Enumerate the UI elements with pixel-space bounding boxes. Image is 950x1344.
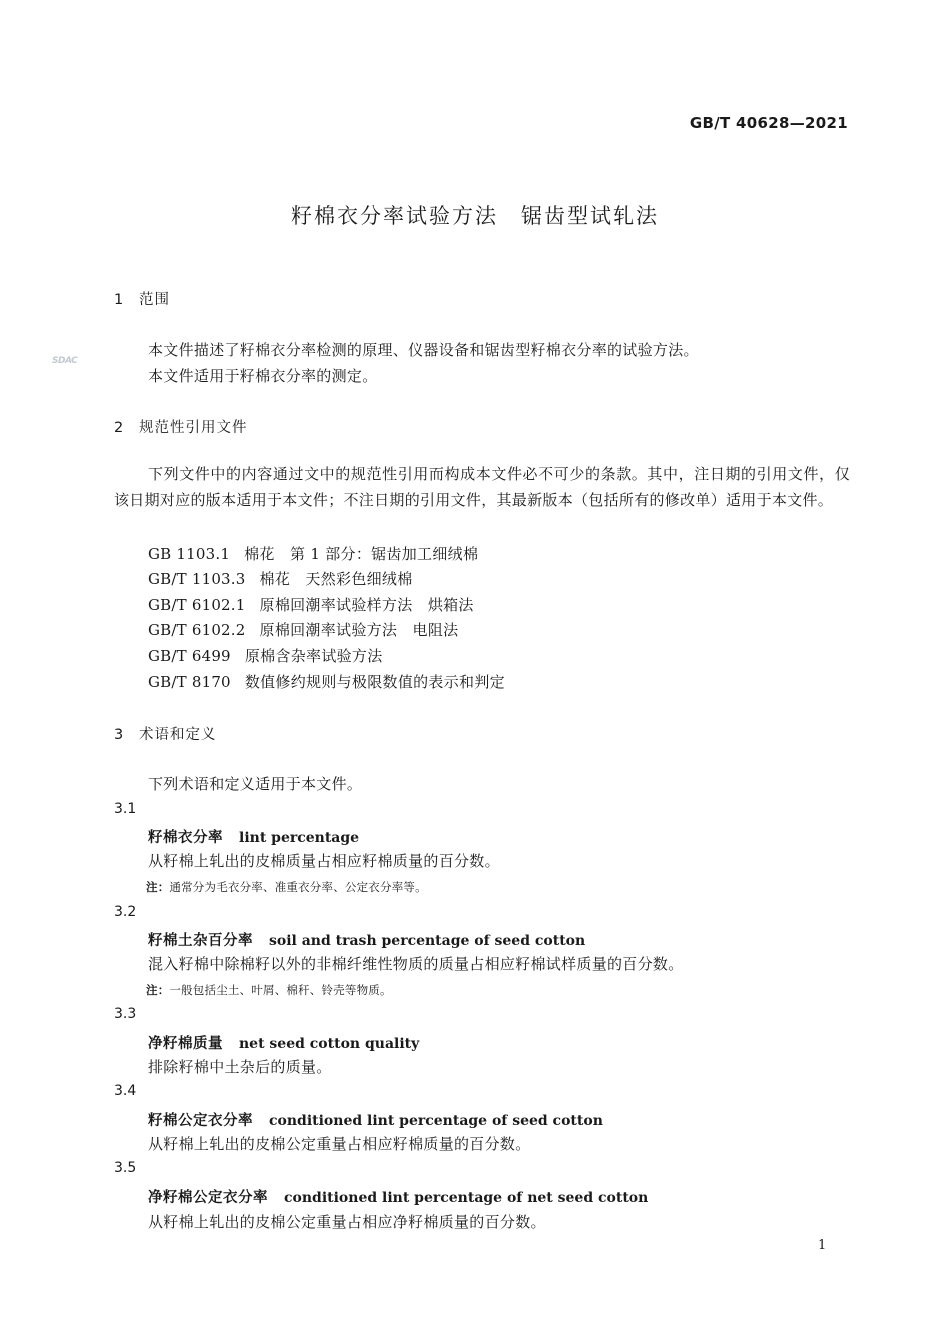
term-definition: 混入籽棉中除棉籽以外的非棉纤维性物质的质量占相应籽棉试样质量的百分数。 <box>148 955 684 973</box>
section-3-heading: 3 术语和定义 <box>114 727 217 743</box>
reference-item: GB/T 8170 数值修约规则与极限数值的表示和判定 <box>148 673 505 691</box>
reference-item: GB 1103.1 棉花 第 1 部分：锯齿加工细绒棉 <box>148 545 479 563</box>
section-2-intro: 下列文件中的内容通过文中的规范性引用而构成本文件必不可少的条款。其中，注日期的引用文件，仅该日期对应的版本适用于本文件；不注日期的引用文件，其最新版本（包括所有的修改单）适用于本文件。 <box>114 465 850 509</box>
watermark-logo: SDAC <box>52 356 78 366</box>
section-3-intro: 下列术语和定义适用于本文件。 <box>148 775 363 793</box>
reference-item: GB/T 6102.2 原棉回潮率试验方法 电阻法 <box>148 621 459 639</box>
term-note: 注：通常分为毛衣分率、准重衣分率、公定衣分率等。 <box>146 880 427 894</box>
term-title: 籽棉公定衣分率 conditioned lint percentage of seed cotton <box>148 1113 603 1129</box>
term-title: 净籽棉公定衣分率 conditioned lint percentage of net seed cotton <box>148 1190 649 1206</box>
term-title: 净籽棉质量 net seed cotton quality <box>148 1036 420 1052</box>
section-1-heading: 1 范围 <box>114 292 170 308</box>
term-title: 籽棉土杂百分率 soil and trash percentage of seed cotton <box>148 933 586 949</box>
section-2-heading: 2 规范性引用文件 <box>114 420 248 436</box>
term-number: 3.1 <box>114 801 137 817</box>
term-note: 注：一般包括尘土、叶屑、棉秆、铃壳等物质。 <box>146 983 392 997</box>
term-number: 3.2 <box>114 904 137 920</box>
standard-number: GB/T 40628—2021 <box>689 114 848 132</box>
term-definition: 排除籽棉中土杂后的质量。 <box>148 1058 332 1076</box>
section-1-paragraph: 本文件描述了籽棉衣分率检测的原理、仪器设备和锯齿型籽棉衣分率的试验方法。 <box>148 341 699 359</box>
term-number: 3.5 <box>114 1160 137 1176</box>
section-1-paragraph: 本文件适用于籽棉衣分率的测定。 <box>148 367 378 385</box>
reference-item: GB/T 6102.1 原棉回潮率试验样方法 烘箱法 <box>148 596 474 614</box>
document-title: 籽棉衣分率试验方法 锯齿型试轧法 <box>291 204 659 228</box>
reference-item: GB/T 1103.3 棉花 天然彩色细绒棉 <box>148 570 413 588</box>
term-title: 籽棉衣分率 lint percentage <box>148 830 360 846</box>
reference-item: GB/T 6499 原棉含杂率试验方法 <box>148 647 383 665</box>
term-number: 3.3 <box>114 1006 137 1022</box>
term-number: 3.4 <box>114 1083 137 1099</box>
term-definition: 从籽棉上轧出的皮棉质量占相应籽棉质量的百分数。 <box>148 852 500 870</box>
term-definition: 从籽棉上轧出的皮棉公定重量占相应籽棉质量的百分数。 <box>148 1135 531 1153</box>
page-number: 1 <box>818 1238 827 1253</box>
term-definition: 从籽棉上轧出的皮棉公定重量占相应净籽棉质量的百分数。 <box>148 1213 546 1231</box>
